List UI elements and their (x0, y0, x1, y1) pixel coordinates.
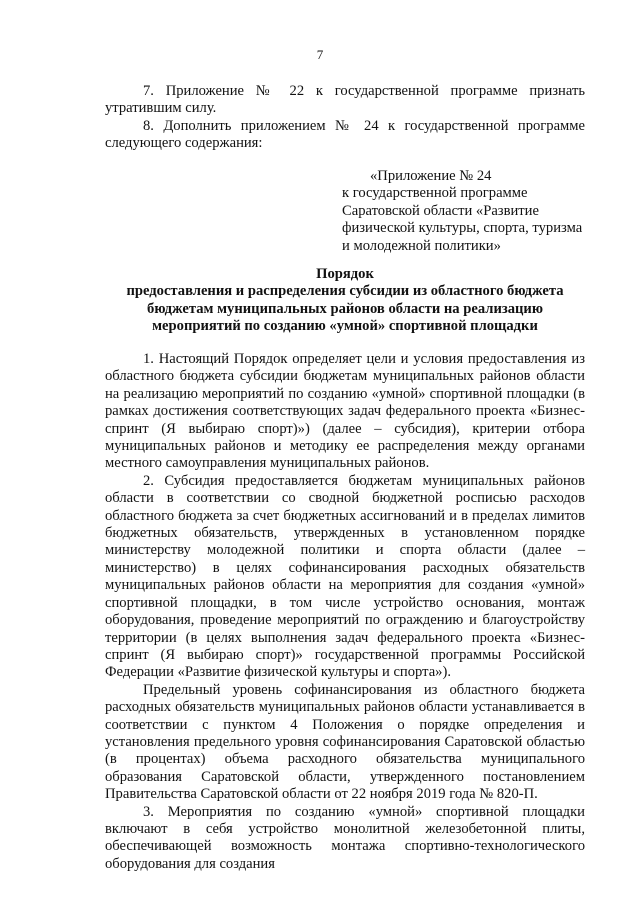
annex-line: Саратовской области «Развитие (342, 202, 539, 219)
annex-line: и молодежной политики» (342, 237, 501, 254)
paragraph-1: 1. Настоящий Порядок определяет цели и условия предоставления из областного бюджета субсидии бюджетам муниципальных районов области на реализацию мероприятий по созданию «умной» спортивной площадки (в рамках достижения соответствующих задач федерального проекта «Бизнес-спринт (Я выбираю спорт)») (далее – субсидия), критерии отбора муниципальных районов и методику ее распределения между органами местного самоуправления муниципальных районов. (105, 351, 585, 472)
annex-header (342, 168, 592, 255)
title-line: предоставления и распределения субсидии из областного бюджета (126, 283, 564, 300)
page-number: 7 (316, 47, 324, 62)
paragraph-3: 3. Мероприятия по созданию «умной» спортивной площадки включают в себя устройство монолитной железобетонной плиты, обеспечивающей возможность монтажа спортивно-технологического оборудования для создания (105, 803, 585, 872)
annex-line: к государственной программе (342, 185, 528, 202)
paragraph-2-continued: Предельный уровень софинансирования из областного бюджета расходных обязательств муниципальных районов области устанавливается в соответствии с пунктом 4 Положения о порядке определения и установления предельного уровня софинансирования Саратовской областью (в процентах) объема расходного обязательства муниципального образования Саратовской области, утвержденного постановлением Правительства Саратовской области от 22 ноября 2019 года № 820-П. (105, 681, 585, 803)
title-line: мероприятий по созданию «умной» спортивной площадки (152, 318, 538, 335)
annex-line: физической культуры, спорта, туризма (342, 220, 583, 237)
title-heading: Порядок (316, 266, 374, 282)
item-7-paragraph: 7. Приложение № 22 к государственной программе признать утратившим силу. (105, 83, 585, 117)
body-text (105, 351, 585, 873)
item-8-paragraph: 8. Дополнить приложением № 24 к государственной программе следующего содержания: (105, 118, 585, 152)
title-line: бюджетам муниципальных районов области на реализацию (147, 300, 543, 317)
paragraph-2: 2. Субсидия предоставляется бюджетам муниципальных районов области в соответствии со сводной бюджетной росписью расходов областного бюджета за счет бюджетных ассигнований и в пределах лимитов бюджетных обязательств, утвержденных в установленном порядке министерству молодежной политики и спорта области (далее – министерство) в целях софинансирования расходных обязательств муниципальных районов области на мероприятия для создания «умной» спортивной площадки, в том числе устройство основания, монтаж оборудования, проведение мероприятий по ограждению и благоустройству территории (в целях выполнения задач федерального проекта «Бизнес-спринт (Я выбираю спорт)» государственной программы Российской Федерации «Развитие физической культуры и спорта»). (105, 472, 585, 681)
annex-line: «Приложение № 24 (370, 168, 492, 184)
document-title (105, 266, 585, 336)
